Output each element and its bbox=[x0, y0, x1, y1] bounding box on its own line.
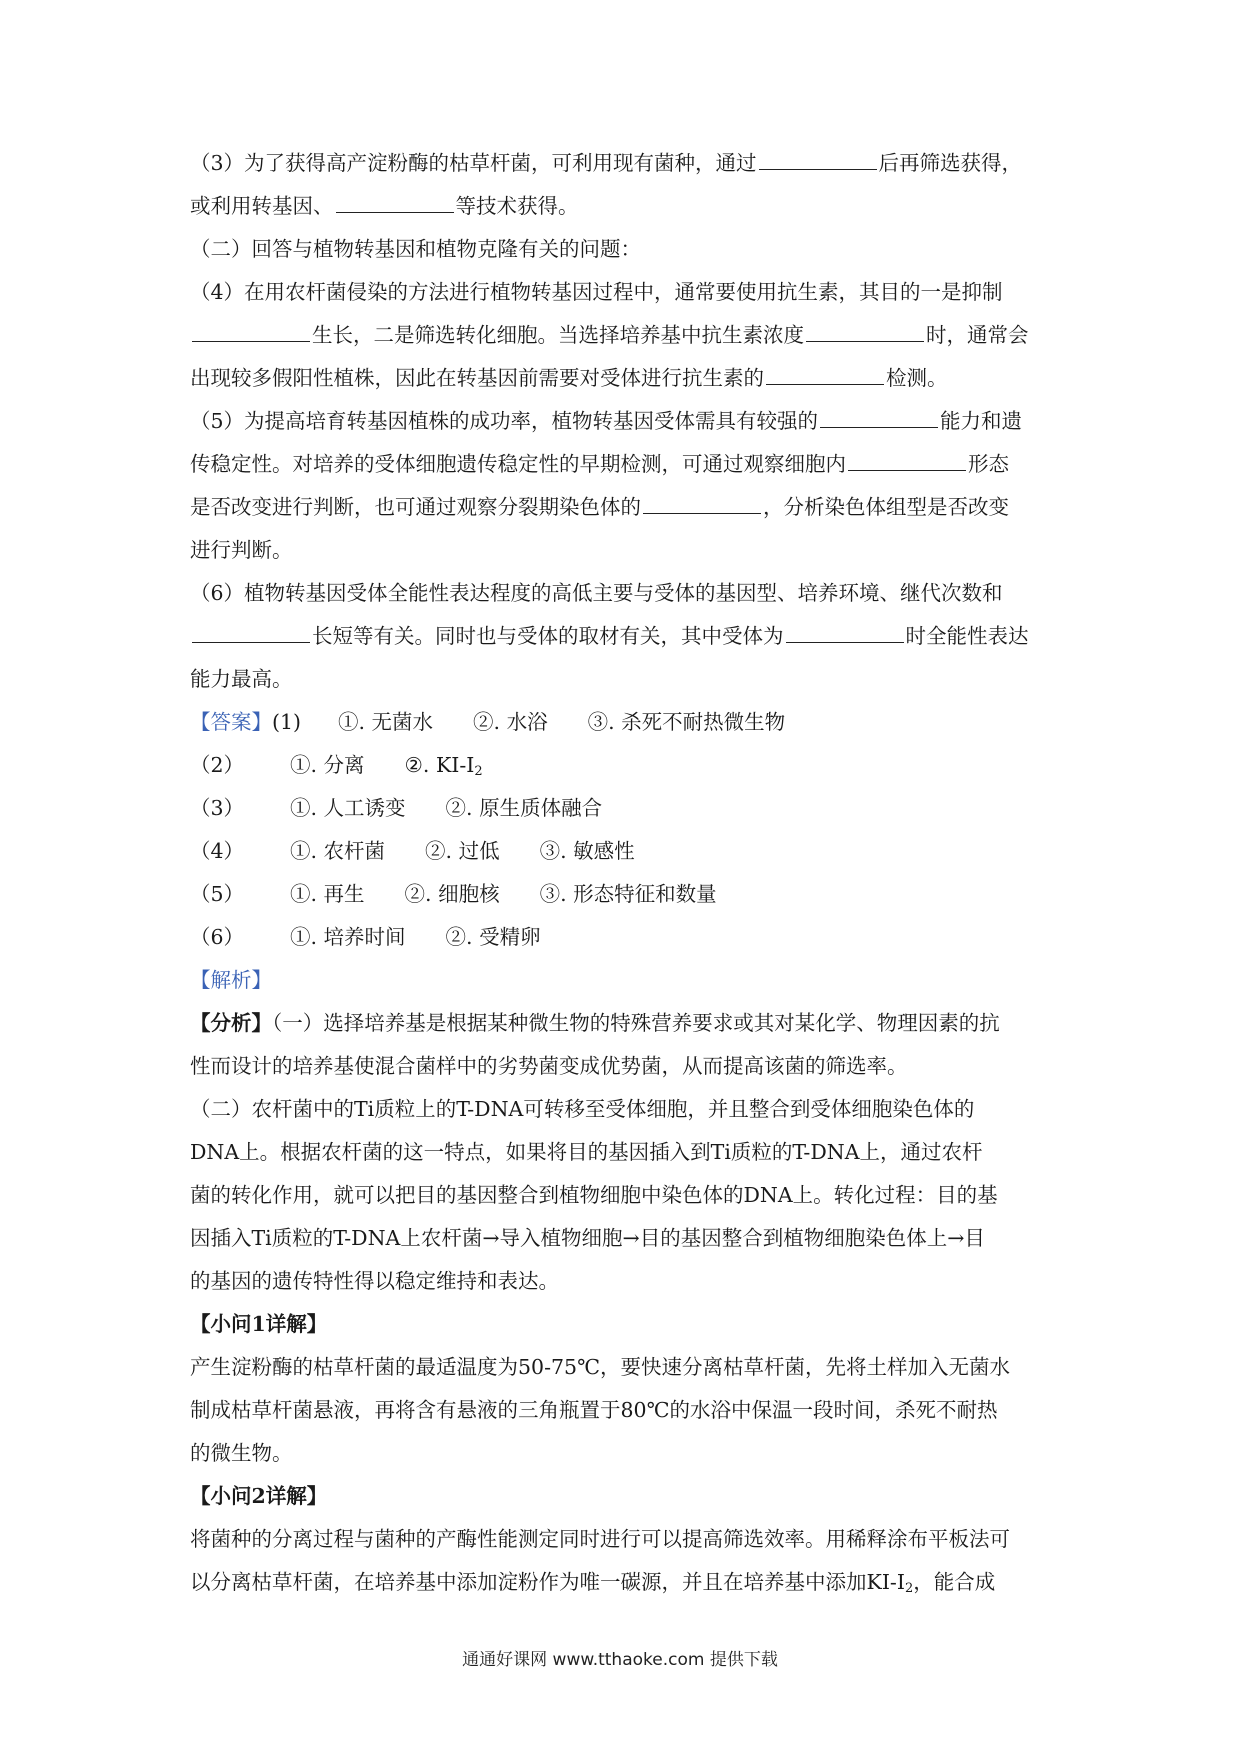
text: 或利用转基因、 bbox=[190, 194, 334, 218]
answer-option: ②. 细胞核 bbox=[404, 882, 500, 906]
analysis-p1-line-1 bbox=[190, 1002, 1055, 1045]
answer-option: ①. 农杆菌 bbox=[290, 839, 386, 863]
q5-line-1 bbox=[190, 400, 1055, 443]
page-footer: 通通好课网 www.tthaoke.com 提供下载 bbox=[462, 1650, 778, 1670]
q1-detail-line-2: 制成枯草杆菌悬液，再将含有悬液的三角瓶置于80℃的水浴中保温一段时间，杀死不耐热 bbox=[190, 1398, 998, 1422]
analysis-p2-line-5: 的基因的遗传特性得以稳定维持和表达。 bbox=[190, 1269, 559, 1293]
answer-option: ①. 培养时间 bbox=[290, 925, 406, 949]
q1-detail-line-1: 产生淀粉酶的枯草杆菌的最适温度为50-75℃，要快速分离枯草杆菌，先将土样加入无菌水 bbox=[190, 1355, 1011, 1379]
answer-option: ③. 形态特征和数量 bbox=[539, 882, 717, 906]
answer-option: ①. 无菌水 bbox=[338, 710, 434, 734]
answer-number: （6） bbox=[190, 925, 245, 949]
answer-number: （4） bbox=[190, 839, 245, 863]
answer-option: ②. 水浴 bbox=[473, 710, 548, 734]
document-page bbox=[190, 142, 1055, 1604]
subquestion-2-heading: 【小问2详解】 bbox=[190, 1484, 328, 1508]
q6-line-2 bbox=[190, 615, 1055, 658]
answer-option: ①. 人工诱变 bbox=[290, 796, 406, 820]
analysis-p2-line-3: 菌的转化作用，就可以把目的基因整合到植物细胞中染色体的DNA上。转化过程：目的基 bbox=[190, 1183, 998, 1207]
answer-blank bbox=[786, 641, 904, 643]
text: 检测。 bbox=[886, 366, 948, 390]
q3-line-1 bbox=[190, 142, 1055, 185]
text: ，能合成 bbox=[913, 1570, 996, 1594]
analysis-p2-line-4: 因插入Ti质粒的T-DNA上农杆菌→导入植物细胞→目的基因整合到植物细胞染色体上→目 bbox=[190, 1226, 985, 1250]
q3-line-2 bbox=[190, 185, 1055, 228]
text: 传稳定性。对培养的受体细胞遗传稳定性的早期检测，可通过观察细胞内 bbox=[190, 452, 846, 476]
text: 时，通常会 bbox=[926, 323, 1029, 347]
answer-blank bbox=[766, 383, 884, 385]
text: 时全能性表达 bbox=[905, 624, 1029, 648]
q6-line-3: 能力最高。 bbox=[190, 667, 293, 691]
analysis-label: 【解析】 bbox=[190, 968, 272, 992]
answer-blank bbox=[192, 340, 310, 342]
text: 等技术获得。 bbox=[455, 194, 579, 218]
section-2-heading: （二）回答与植物转基因和植物克隆有关的问题： bbox=[190, 237, 641, 261]
answer-label: 【答案】 bbox=[190, 710, 272, 734]
answer-blank bbox=[806, 340, 924, 342]
subscript: 2 bbox=[474, 764, 483, 779]
q4-line-1: （4）在用农杆菌侵染的方法进行植物转基因过程中，通常要使用抗生素，其目的一是抑制 bbox=[190, 280, 1003, 304]
answer-option: ③. 敏感性 bbox=[539, 839, 635, 863]
text: 能力和遗 bbox=[940, 409, 1023, 433]
text: 后再筛选获得， bbox=[878, 151, 1023, 175]
answer-row-2 bbox=[190, 744, 1055, 787]
text: （3）为了获得高产淀粉酶的枯草杆菌，可利用现有菌种，通过 bbox=[190, 151, 757, 175]
q5-line-3 bbox=[190, 486, 1055, 529]
answer-option: ③. 杀死不耐热微生物 bbox=[587, 710, 786, 734]
answer-option bbox=[405, 744, 483, 787]
text: ，分析染色体组型是否改变 bbox=[763, 495, 1009, 519]
answer-row-4 bbox=[190, 830, 1055, 873]
text: 以分离枯草杆菌，在培养基中添加淀粉作为唯一碳源，并且在培养基中添加KI-I bbox=[190, 1570, 905, 1594]
answer-option: ②. 原生质体融合 bbox=[445, 796, 603, 820]
text: 长短等有关。同时也与受体的取材有关，其中受体为 bbox=[312, 624, 784, 648]
answer-blank bbox=[820, 426, 938, 428]
q2-detail-line-1: 将菌种的分离过程与菌种的产酶性能测定同时进行可以提高筛选效率。用稀释涂布平板法可 bbox=[190, 1527, 1010, 1551]
answer-row-5 bbox=[190, 873, 1055, 916]
answer-row-3 bbox=[190, 787, 1055, 830]
answer-option: ①. 再生 bbox=[290, 882, 365, 906]
q6-line-1: （6）植物转基因受体全能性表达程度的高低主要与受体的基因型、培养环境、继代次数和 bbox=[190, 581, 1003, 605]
answer-row-1 bbox=[190, 701, 1055, 744]
q1-detail-line-3: 的微生物。 bbox=[190, 1441, 293, 1465]
text: 形态 bbox=[968, 452, 1009, 476]
text: 出现较多假阳性植株，因此在转基因前需要对受体进行抗生素的 bbox=[190, 366, 764, 390]
text: 生长，二是筛选转化细胞。当选择培养基中抗生素浓度 bbox=[312, 323, 804, 347]
answer-blank bbox=[759, 168, 877, 170]
analysis-p1-line-2: 性而设计的培养基使混合菌样中的劣势菌变成优势菌，从而提高该菌的筛选率。 bbox=[190, 1054, 908, 1078]
analysis-p2-line-1: （二）农杆菌中的Ti质粒上的T-DNA可转移至受体细胞，并且整合到受体细胞染色体的 bbox=[190, 1097, 975, 1121]
answer-blank bbox=[848, 469, 966, 471]
text: （5）为提高培育转基因植株的成功率，植物转基因受体需具有较强的 bbox=[190, 409, 819, 433]
fenxi-label: 【分析】 bbox=[190, 1011, 272, 1035]
answer-blank bbox=[192, 641, 310, 643]
answer-blank bbox=[643, 512, 761, 514]
answer-number: （5） bbox=[190, 882, 245, 906]
answer-option: ②. 过低 bbox=[425, 839, 500, 863]
q5-line-4: 进行判断。 bbox=[190, 538, 293, 562]
answer-option: ①. 分离 bbox=[290, 753, 365, 777]
q2-detail-line-2 bbox=[190, 1561, 1055, 1604]
subquestion-1-heading: 【小问1详解】 bbox=[190, 1312, 328, 1336]
answer-option: ②. 受精卵 bbox=[445, 925, 541, 949]
text: 是否改变进行判断，也可通过观察分裂期染色体的 bbox=[190, 495, 641, 519]
q5-line-2 bbox=[190, 443, 1055, 486]
answer-number: （2） bbox=[190, 753, 245, 777]
text: （一）选择培养基是根据某种微生物的特殊营养要求或其对某化学、物理因素的抗 bbox=[272, 1011, 1000, 1035]
analysis-p2-line-2: DNA上。根据农杆菌的这一特点，如果将目的基因插入到Ti质粒的T-DNA上，通过农杆 bbox=[190, 1140, 983, 1164]
answer-number: (1) bbox=[272, 710, 302, 734]
q4-line-3 bbox=[190, 357, 1055, 400]
answer-row-6 bbox=[190, 916, 1055, 959]
q4-line-2 bbox=[190, 314, 1055, 357]
answer-option-text: ②. KI-I bbox=[404, 753, 475, 777]
answer-blank bbox=[336, 211, 454, 213]
subscript: 2 bbox=[904, 1581, 914, 1596]
answer-number: （3） bbox=[190, 796, 245, 820]
